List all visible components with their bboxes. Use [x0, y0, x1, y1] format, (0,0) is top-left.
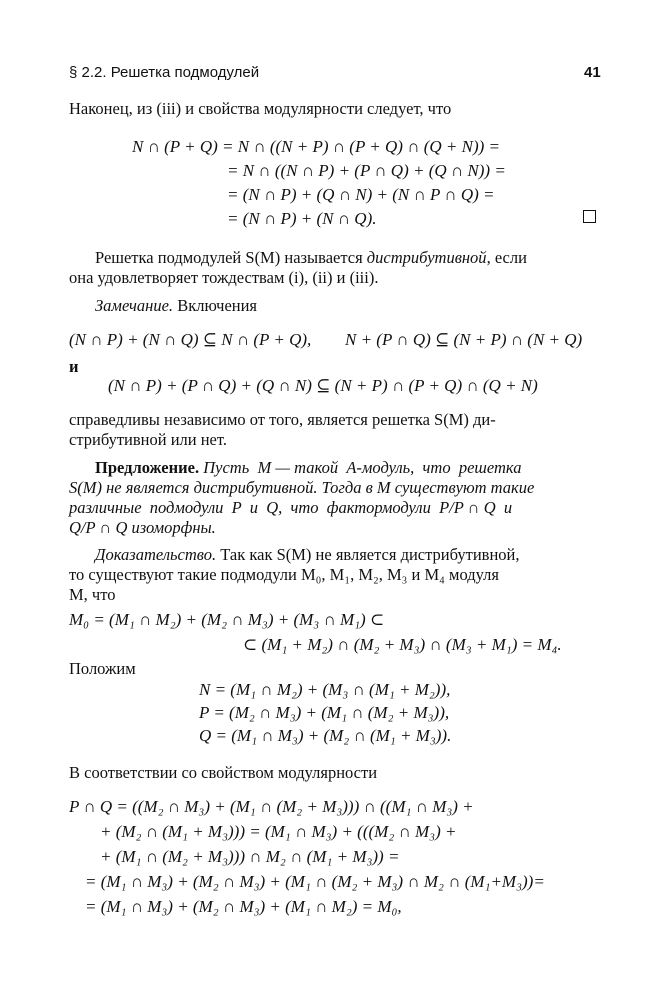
proof-line: M, что: [69, 585, 116, 604]
equation-line: M₀ = (M₁ ∩ M₂) + (M₂ ∩ M₃) + (M₃ ∩ M₁) ⊂: [69, 610, 385, 629]
equation-line: = (M₁ ∩ M₃) + (M₂ ∩ M₃) + (M₁ ∩ M₂) = M₀,: [85, 897, 402, 916]
definition-formula: Q = (M₁ ∩ M₃) + (M₂ ∩ (M₁ + M₃)).: [199, 726, 452, 745]
proposition-line: Предложение. Пусть M — такой A-модуль, что решетка: [95, 458, 522, 477]
equation-line: = (M₁ ∩ M₃) + (M₂ ∩ M₃) + (M₁ ∩ (M₂ + M₃) ∩ M₂ ∩ (M₁+M₃))=: [85, 872, 545, 891]
proposition-line: различные подмодули P и Q, что фактормодули P/P ∩ Q и: [69, 498, 513, 517]
paragraph-line: справедливы независимо от того, является решетка S(M) ди-: [69, 410, 496, 429]
definition-formula: P = (M₂ ∩ M₃) + (M₁ ∩ (M₂ + M₃)),: [199, 703, 450, 722]
equation-line: P ∩ Q = ((M₂ ∩ M₃) + (M₁ ∩ (M₂ + M₃))) ∩ ((M₁ ∩ M₃) +: [69, 797, 474, 816]
paragraph-line: стрибутивной или нет.: [69, 430, 227, 449]
lattice-symbol: S(M): [245, 248, 281, 267]
remark-line: Замечание. Включения: [95, 296, 258, 315]
paragraph-line: Положим: [69, 659, 136, 678]
inclusion-formula: N + (P ∩ Q) ⊆ (N + P) ∩ (N + Q): [345, 330, 583, 349]
proof-line: Доказательство. Так как S(M) не является дистрибутивной,: [95, 545, 520, 564]
running-header: § 2.2. Решетка подмодулей: [69, 64, 260, 81]
equation-line: ⊂ (M₁ + M₂) ∩ (M₂ + M₃) ∩ (M₃ + M₁) = M₄.: [243, 635, 562, 654]
definition-line: Решетка подмодулей S(M) называется дистрибутивной, если: [95, 248, 527, 267]
defined-term: дистрибутивной: [366, 248, 487, 267]
proposition-line: Q/P ∩ Q изоморфны.: [69, 518, 216, 537]
equation-line: = N ∩ ((N ∩ P) + (P ∩ Q) + (Q ∩ N)) =: [227, 161, 506, 180]
equation-line: + (M₁ ∩ (M₂ + M₃))) ∩ M₂ ∩ (M₁ + M₃)) =: [100, 847, 400, 866]
qed-icon: [583, 210, 596, 223]
intro-text: Наконец, из (iii) и свойства модулярности следует, что: [69, 99, 452, 118]
page-number: 41: [584, 64, 601, 81]
proposition-line: S(M) не является дистрибутивной. Тогда в M существуют такие: [69, 478, 535, 497]
equation-line: + (M₂ ∩ (M₁ + M₃))) = (M₁ ∩ M₃) + (((M₂ ∩ M₃) +: [100, 822, 457, 841]
equation-line: = (N ∩ P) + (N ∩ Q).: [227, 209, 377, 228]
inclusion-formula: (N ∩ P) + (N ∩ Q) ⊆ N ∩ (P + Q),: [69, 330, 312, 349]
paragraph-line: В соответствии со свойством модулярности: [69, 763, 378, 782]
inclusion-formula: (N ∩ P) + (P ∩ Q) + (Q ∩ N) ⊆ (N + P) ∩ (P + Q) ∩ (Q + N): [108, 376, 538, 395]
definition-line: она удовлетворяет тождествам (i), (ii) и (iii).: [69, 268, 379, 287]
remark-label: Замечание.: [95, 296, 174, 315]
proof-line: то существуют такие подмодули M₀, M₁, M₂, M₃ и M₄ модуля: [69, 565, 500, 584]
proposition-label: Предложение.: [95, 458, 200, 477]
equation-line: N ∩ (P + Q) = N ∩ ((N + P) ∩ (P + Q) ∩ (Q + N)) =: [132, 137, 501, 156]
equation-line: = (N ∩ P) + (Q ∩ N) + (N ∩ P ∩ Q) =: [227, 185, 495, 204]
definition-formula: N = (M₁ ∩ M₂) + (M₃ ∩ (M₁ + M₂)),: [199, 680, 451, 699]
proof-label: Доказательство.: [95, 545, 217, 564]
conjunction: и: [69, 357, 79, 376]
